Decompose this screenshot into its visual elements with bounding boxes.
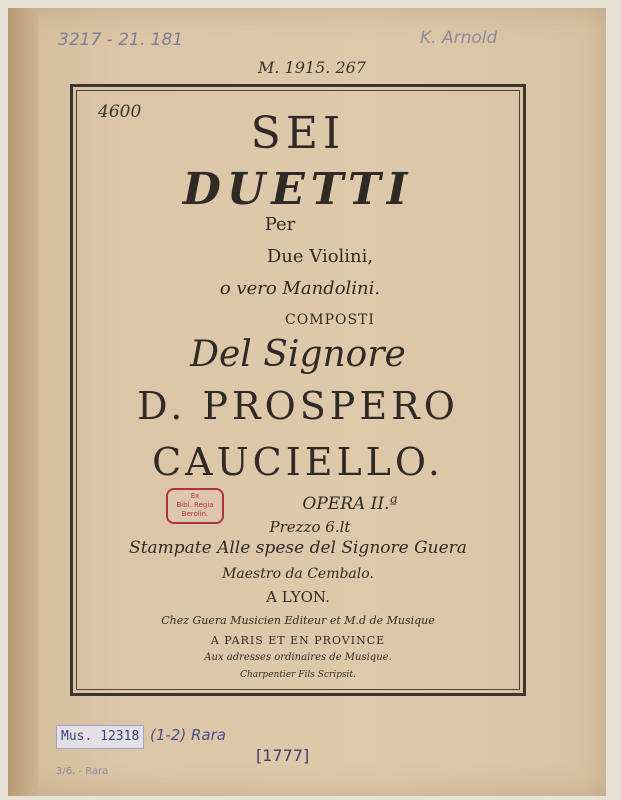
price: Prezzo 6.lt [269, 518, 351, 536]
inventory-number: 4600 [98, 102, 142, 122]
publisher-line: Chez Guera Musicien Editeur et M.d de Musique [161, 614, 435, 627]
printed-at-expense: Stampate Alle spese del Signore Guera [129, 538, 467, 558]
title-o-vero-mandolini: o vero Mandolini. [219, 278, 381, 299]
opus-number: OPERA II.ª [302, 494, 398, 514]
title-sei: SEI [250, 108, 346, 159]
maestro-da-cembalo: Maestro da Cembalo. [222, 566, 374, 582]
composer-name-last: CAUCIELLO. [152, 440, 444, 484]
title-del-signore: Del Signore [190, 334, 406, 375]
stamp-line-2: Bibl. Regia [176, 501, 214, 509]
paris-province-line: A PARIS ET EN PROVINCE [210, 634, 386, 647]
title-per: Per [264, 214, 296, 235]
shelfmark-label: Mus. 12318 [56, 725, 144, 749]
place-lyon: A LYON. [266, 588, 330, 606]
title-duetti: DUETTI [182, 164, 414, 215]
catalog-number: M. 1915. 267 [258, 58, 366, 77]
stamp-line-3: Berolin. [181, 510, 209, 518]
engraver-line: Charpentier Fils Scripsit. [240, 670, 356, 680]
title-due-violini: Due Violini, [266, 246, 374, 267]
stamp-line-1: Ex [190, 492, 200, 500]
binding-edge [8, 8, 38, 796]
title-composti: COMPOSTI [285, 312, 375, 328]
shelfmark-handwritten: (1-2) Rara [150, 726, 226, 744]
aux-adresses-line: Aux adresses ordinaires de Musique. [204, 652, 392, 663]
composer-name-first: D. PROSPERO [137, 384, 459, 428]
bottom-pencil-note: 3/6. - Rara [56, 766, 109, 777]
library-stamp [166, 488, 224, 524]
date-bracket: [1777] [256, 746, 310, 765]
pencil-annotation-top-left: 3217 - 21. 181 [58, 30, 184, 50]
pencil-annotation-top-right: K. Arnold [420, 28, 498, 48]
